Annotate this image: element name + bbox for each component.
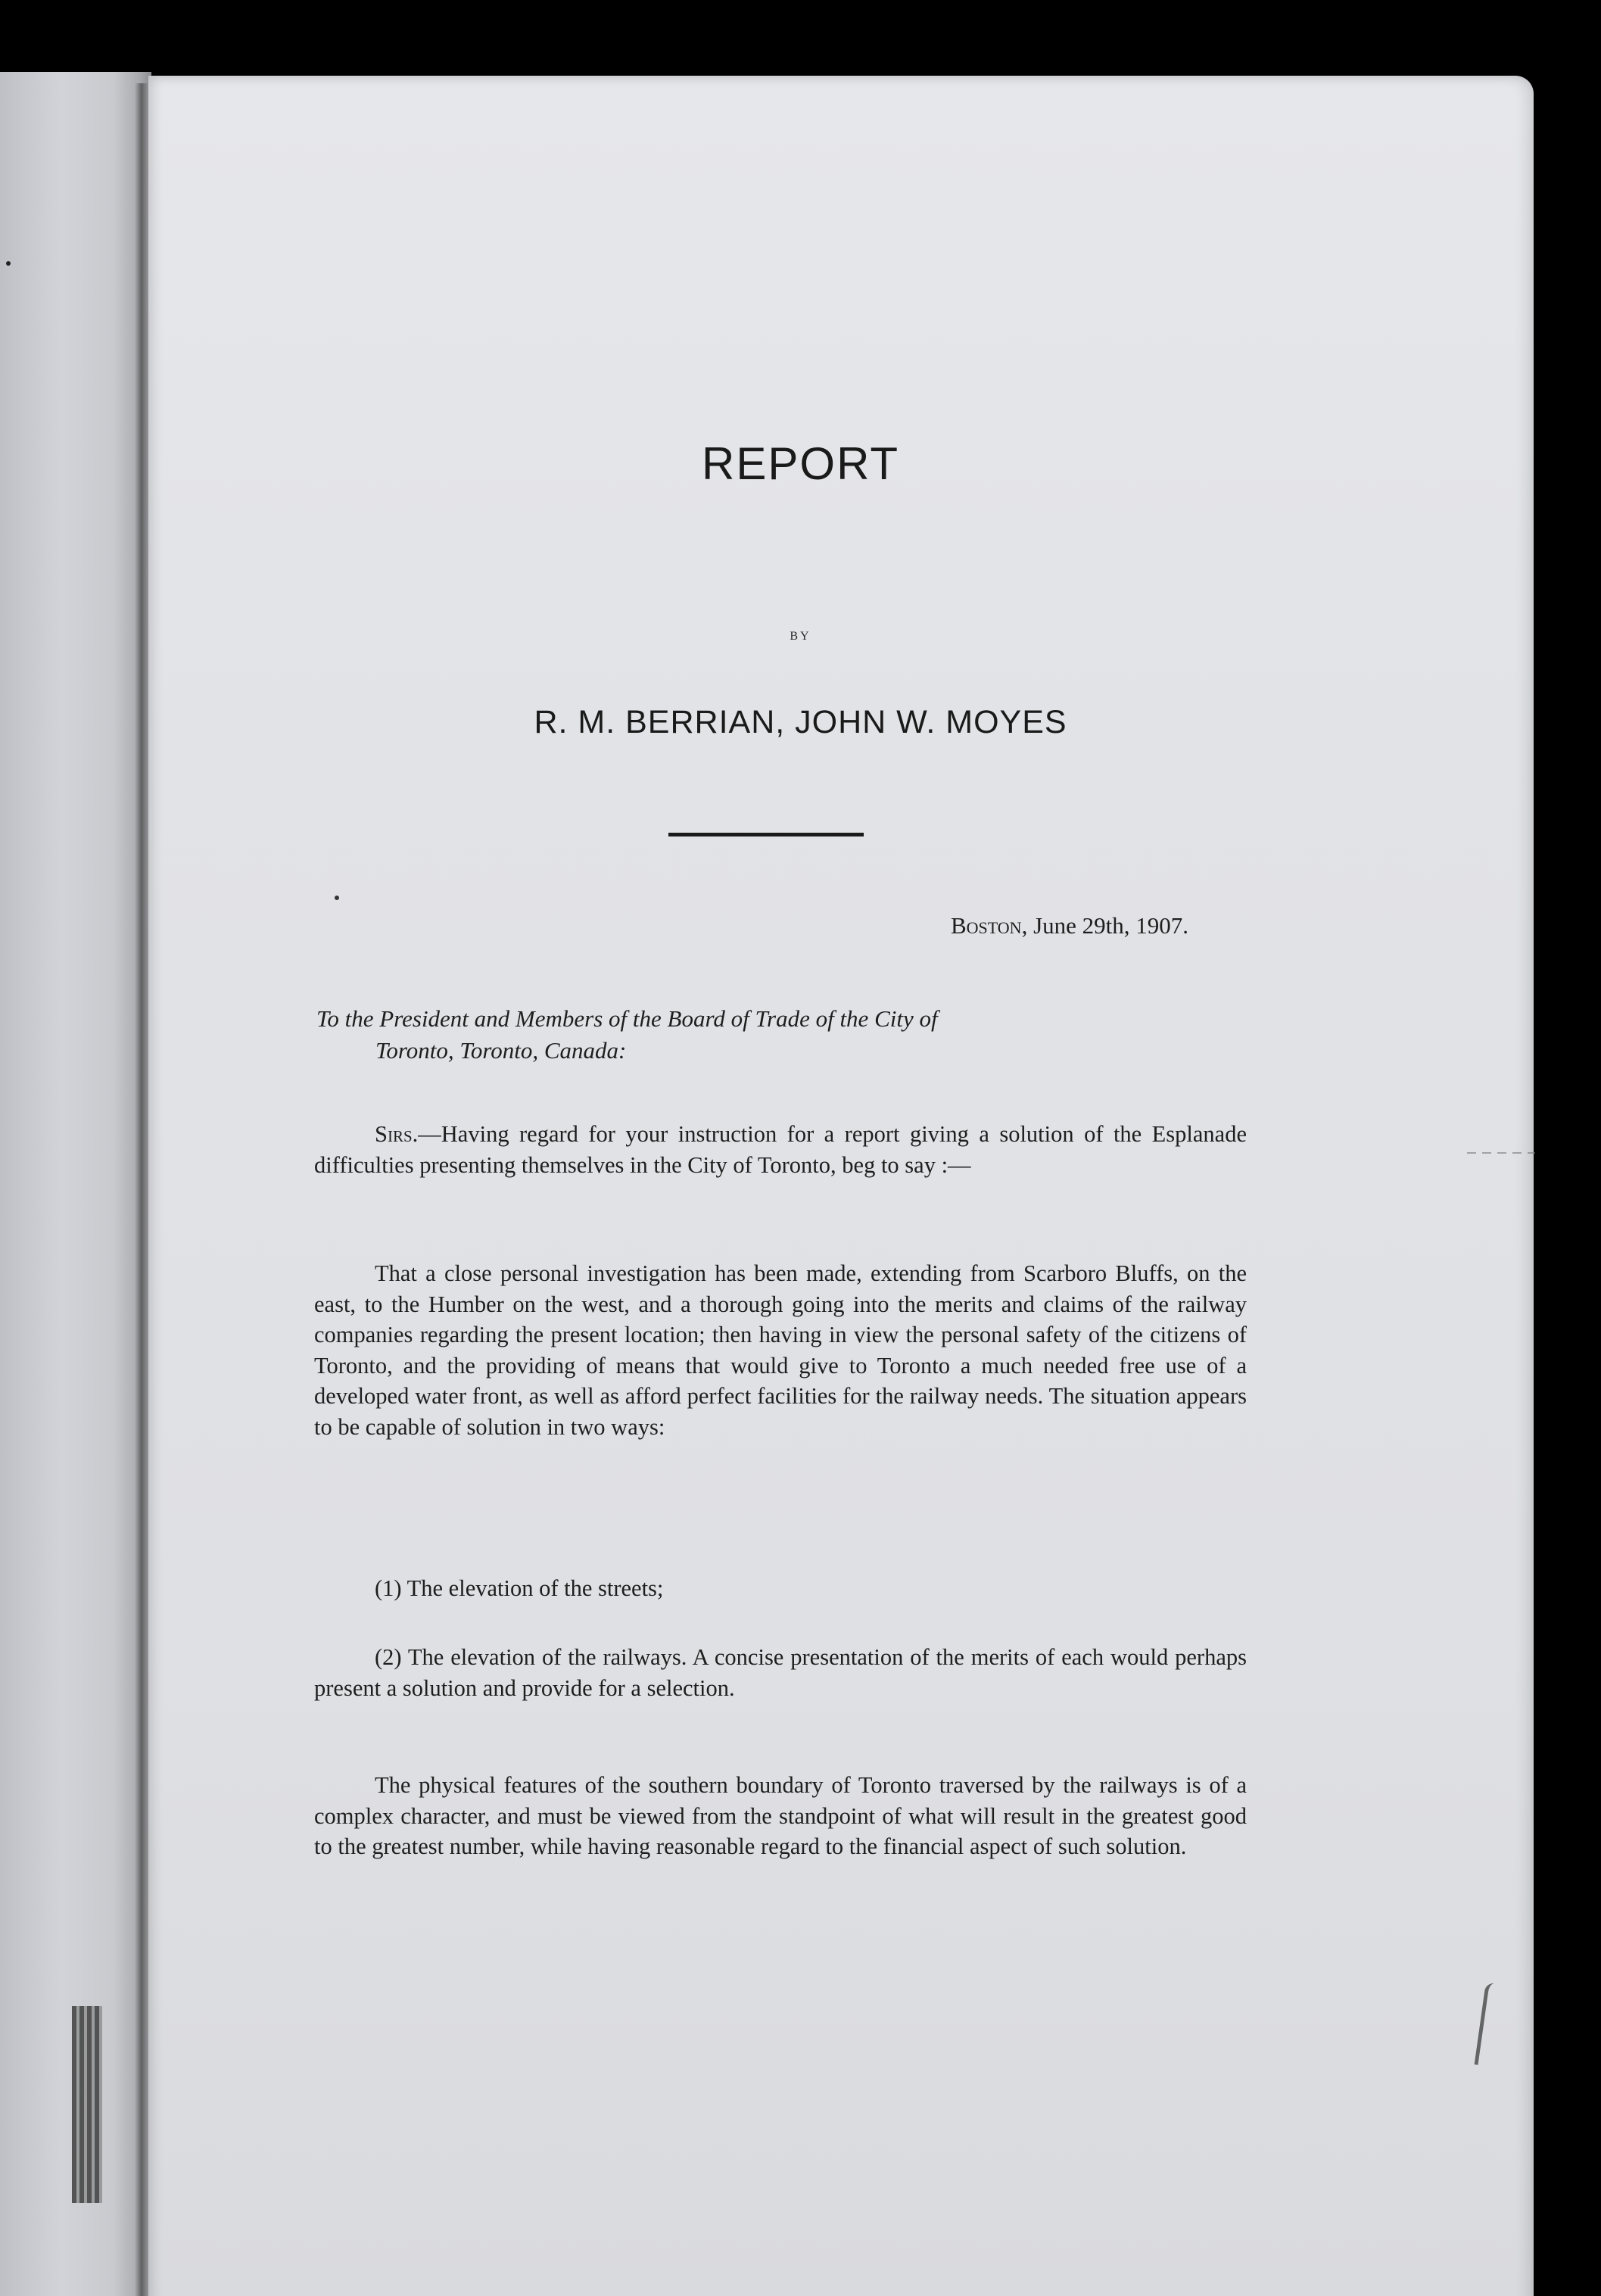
sirs-body: —Having regard for your instruction for a report giving a solution of the Esplanade difficulties presenting themselves in the City of Toronto, beg to say :— xyxy=(314,1121,1247,1178)
paragraph-physical-features: The physical features of the southern boundary of Toronto traversed by the railways is of a complex character, and must be viewed from the standpoint of what will result in the greatest good to the greatest number, while having reasonable regard to the financial aspect of such solution. xyxy=(314,1772,1247,1859)
ink-speck xyxy=(335,896,339,900)
page-gutter xyxy=(135,83,148,2296)
dateline xyxy=(757,912,1188,939)
binding-shadow xyxy=(72,2006,102,2203)
paragraph-option-2: (2) The elevation of the railways. A concise presentation of the merits of each would perhaps present a solution and provide for a selection. xyxy=(314,1644,1247,1701)
salutation-line-1: To the President and Members of the Board of Trade of the City of xyxy=(316,1005,938,1032)
scan-speck xyxy=(6,261,11,266)
paragraph-option-1: (1) The elevation of the streets; xyxy=(375,1575,664,1601)
report-title: REPORT xyxy=(702,438,899,489)
sirs-lead: Sirs. xyxy=(375,1121,419,1147)
document-page xyxy=(148,76,1534,2296)
title-divider-rule xyxy=(668,833,864,836)
by-line: BY xyxy=(790,630,811,643)
dateline-place: Boston xyxy=(950,912,1022,939)
facing-page-edge xyxy=(0,72,151,2296)
salutation xyxy=(316,1003,1249,1067)
authors-line: R. M. BERRIAN, JOHN W. MOYES xyxy=(534,704,1067,740)
dateline-date: , June 29th, 1907. xyxy=(1021,912,1188,939)
paragraph-sirs xyxy=(314,1119,1247,1180)
paragraph-investigation: That a close personal investigation has been made, extending from Scarboro Bluffs, on the east, to the Humber on the west, and a thorough going into the merits and claims of the railway companies regarding the present location; then having in view the personal safety of the citizens of Toronto, and the providing of means that would give to Toronto a much needed free use of a developed water front, as well as afford perfect facilities for the railway needs. The situation appears to be capable of solution in two ways: xyxy=(314,1260,1247,1440)
salutation-line-2: Toronto, Toronto, Canada: xyxy=(375,1037,627,1064)
margin-mark xyxy=(1467,1152,1535,1154)
